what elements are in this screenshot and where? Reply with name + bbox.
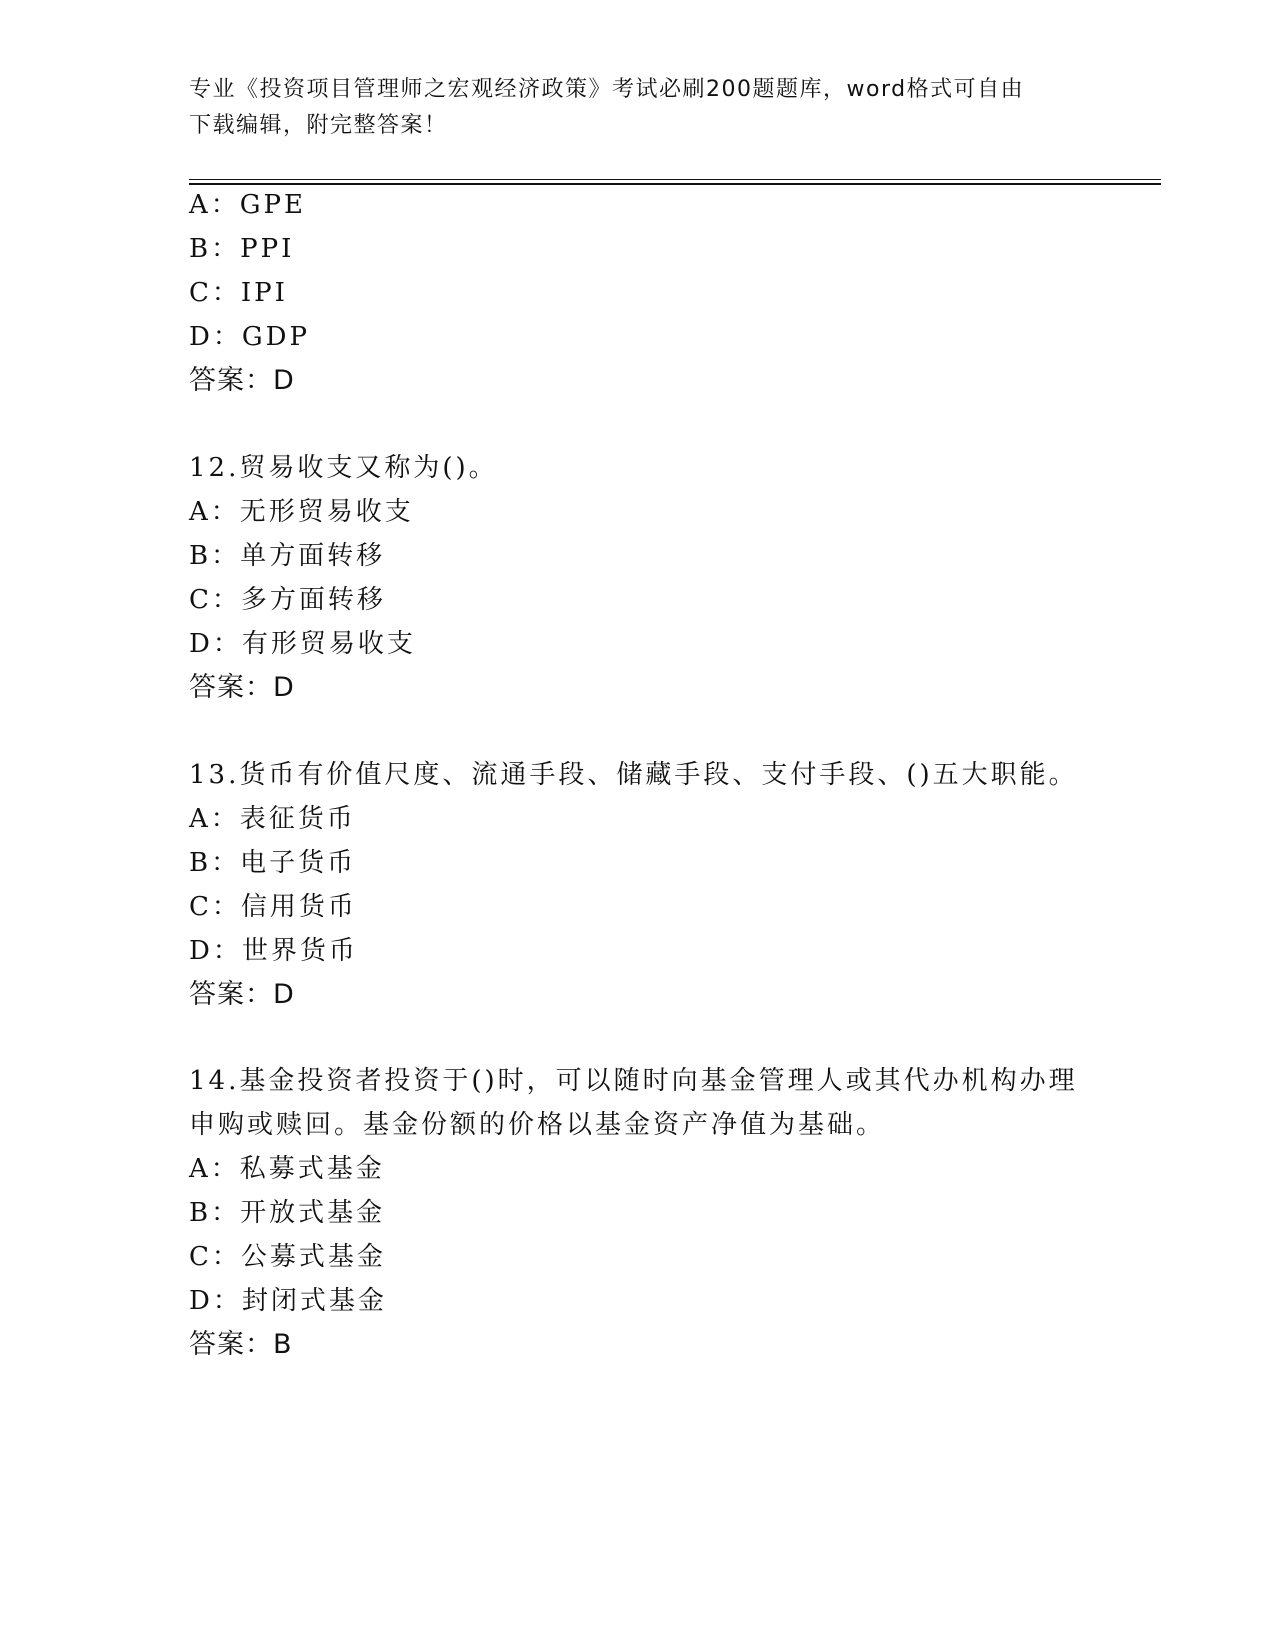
question-12-stem: 12.贸易收支又称为()。	[189, 453, 498, 483]
answer-label: 答案：	[189, 979, 273, 1010]
answer-label: 答案：	[189, 365, 273, 396]
prev-option-c: C：IPI	[189, 278, 288, 308]
question-13-option-a: A：表征货币	[189, 804, 356, 834]
question-14-option-a: A：私募式基金	[189, 1154, 385, 1184]
question-12-option-c: C：多方面转移	[189, 585, 386, 615]
question-12-option-d: D：有形贸易收支	[189, 629, 416, 659]
answer-value: D	[273, 672, 295, 703]
question-14-answer	[189, 1328, 293, 1362]
header-divider-thin	[189, 179, 1161, 180]
header-divider-thick	[189, 183, 1161, 185]
question-12-option-b: B：单方面转移	[189, 541, 386, 571]
question-12-option-a: A：无形贸易收支	[189, 497, 414, 527]
question-13-option-c: C：信用货币	[189, 892, 357, 922]
question-14-option-d: D：封闭式基金	[189, 1286, 387, 1316]
header-line-2: 下载编辑，附完整答案！	[189, 113, 448, 138]
question-13-answer	[189, 978, 295, 1012]
question-12-answer	[189, 671, 295, 705]
question-13-stem: 13.货币有价值尺度、流通手段、储藏手段、支付手段、()五大职能。	[189, 760, 1078, 790]
header-line-1: 专业《投资项目管理师之宏观经济政策》考试必刷200题题库，word格式可自由	[189, 77, 1025, 102]
answer-value: D	[273, 979, 295, 1010]
answer-label: 答案：	[189, 672, 273, 703]
prev-option-a: A：GPE	[189, 190, 307, 220]
question-13-option-d: D：世界货币	[189, 936, 358, 966]
question-14-option-b: B：开放式基金	[189, 1198, 386, 1228]
prev-option-d: D：GDP	[189, 322, 310, 352]
prev-option-b: B：PPI	[189, 234, 295, 264]
answer-value: D	[273, 365, 295, 396]
question-14-stem-line-2: 申购或赎回。基金份额的价格以基金资产净值为基础。	[189, 1110, 886, 1140]
question-13-option-b: B：电子货币	[189, 848, 357, 878]
answer-value: B	[273, 1329, 293, 1360]
prev-answer	[189, 364, 295, 398]
answer-label: 答案：	[189, 1329, 273, 1360]
question-14-option-c: C：公募式基金	[189, 1242, 386, 1272]
document-header	[189, 72, 1089, 144]
question-14-stem-line-1: 14.基金投资者投资于()时，可以随时向基金管理人或其代办机构办理	[189, 1066, 1078, 1096]
